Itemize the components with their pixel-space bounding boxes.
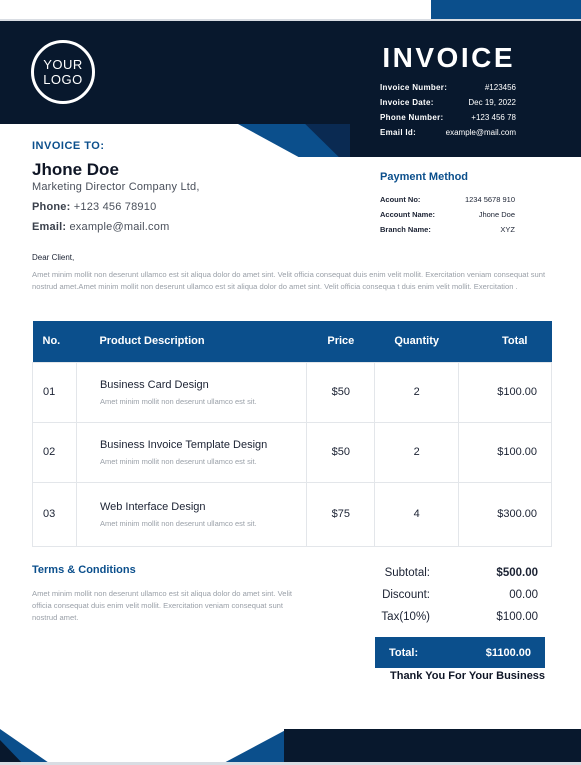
intro-text: Amet minim mollit non deserunt ullamco est sit aliqua dolor do amet sint. Velit officia consequat duis enim velit mollit. Exercitation veniam consequat sunt nostrud amet.Amet minim mollit non deserunt ullamco est sit aliqua dolor do amet sint. Velit officia consequa t duis enim velit mollit. Exercitation . xyxy=(32,270,546,291)
account-name-value: Jhone Doe xyxy=(478,210,515,219)
discount-row xyxy=(368,584,538,606)
account-no-value: 1234 5678 910 xyxy=(464,195,515,204)
items-table xyxy=(32,321,552,547)
subtotal-value: $500.00 xyxy=(496,567,538,579)
client-phone-label: Phone: xyxy=(32,201,71,213)
logo-line-1: YOUR xyxy=(43,57,83,72)
invoice-meta xyxy=(380,80,516,140)
row-description xyxy=(76,362,306,422)
tax-label: Tax(10%) xyxy=(381,611,430,623)
discount-label: Discount: xyxy=(382,589,430,601)
grand-total-bar xyxy=(375,637,545,668)
product-name: Web Interface Design xyxy=(99,500,206,513)
table-row xyxy=(33,482,552,546)
account-name-label: Account Name: xyxy=(380,210,436,219)
product-name: Business Card Design xyxy=(99,378,209,391)
invoice-date-label: Invoice Date: xyxy=(380,98,434,107)
row-price: $50 xyxy=(307,362,375,422)
client-phone xyxy=(32,201,156,213)
invoice-email-value: example@mail.com xyxy=(445,128,516,137)
logo-line-2: LOGO xyxy=(43,72,83,87)
subtotal-row xyxy=(368,562,538,584)
thank-you-note: Thank You For Your Business xyxy=(390,670,546,682)
client-name: Jhone Doe xyxy=(32,160,119,179)
row-no: 03 xyxy=(33,482,77,546)
grand-total-value: $1100.00 xyxy=(485,646,531,659)
row-total: $100.00 xyxy=(459,362,552,422)
invoice-date-value: Dec 19, 2022 xyxy=(468,98,516,107)
product-detail: Amet minim mollit non deserunt ullamco est sit. xyxy=(99,518,257,528)
invoice-number-value: #123456 xyxy=(484,83,516,92)
row-total: $100.00 xyxy=(459,422,552,482)
row-quantity: 2 xyxy=(375,422,459,482)
branch-label: Branch Name: xyxy=(380,225,431,234)
invoice-date-row xyxy=(380,95,516,110)
branch-value: XYZ xyxy=(500,225,515,234)
subtotal-label: Subtotal: xyxy=(384,567,430,579)
payment-method-heading: Payment Method xyxy=(380,171,469,183)
row-quantity: 4 xyxy=(375,482,459,546)
header-total: Total xyxy=(459,321,552,362)
header-quantity: Quantity xyxy=(375,321,459,362)
terms-heading: Terms & Conditions xyxy=(32,564,136,576)
items-header-row xyxy=(33,321,552,362)
client-email-value: example@mail.com xyxy=(69,221,170,233)
totals-summary xyxy=(368,562,538,628)
terms-text: Amet minim mollit non deserunt ullamco est sit aliqua dolor do amet sint. Velit officia consequat duis enim velit mollit. Exercitation veniam consequat sunt nostrud amet. xyxy=(32,589,292,622)
table-row xyxy=(33,362,552,422)
row-total: $300.00 xyxy=(459,482,552,546)
row-description xyxy=(76,422,306,482)
account-no-label: Acount No: xyxy=(380,195,421,204)
row-price: $75 xyxy=(307,482,375,546)
invoice-number-label: Invoice Number: xyxy=(380,83,448,92)
company-logo xyxy=(31,40,95,104)
product-detail: Amet minim mollit non deserunt ullamco est sit. xyxy=(99,456,257,466)
tax-value: $100.00 xyxy=(496,611,538,623)
branch-row xyxy=(380,222,515,237)
tax-row xyxy=(368,606,538,628)
invoice-email-row xyxy=(380,125,516,140)
client-email xyxy=(32,221,169,233)
account-name-row xyxy=(380,207,515,222)
client-email-label: Email: xyxy=(32,221,67,233)
top-accent-bar xyxy=(431,0,581,19)
discount-value: 00.00 xyxy=(509,589,538,601)
row-no: 01 xyxy=(33,362,77,422)
row-quantity: 2 xyxy=(375,362,459,422)
row-description xyxy=(76,482,306,546)
invoice-title: INVOICE xyxy=(382,42,515,73)
account-no-row xyxy=(380,192,515,207)
footer-band xyxy=(284,729,581,765)
client-company: Marketing Director Company Ltd, xyxy=(32,181,200,193)
client-phone-value: +123 456 78910 xyxy=(73,201,157,213)
header-description: Product Description xyxy=(76,321,306,362)
product-detail: Amet minim mollit non deserunt ullamco est sit. xyxy=(99,396,257,406)
table-row xyxy=(33,422,552,482)
payment-details xyxy=(380,192,515,237)
product-name: Business Invoice Template Design xyxy=(99,438,268,451)
invoice-number-row xyxy=(380,80,516,95)
header-price: Price xyxy=(307,321,375,362)
header-no: No. xyxy=(33,321,77,362)
invoice-email-label: Email Id: xyxy=(380,128,417,137)
grand-total-label: Total: xyxy=(389,646,419,659)
invoice-phone-value: +123 456 78 xyxy=(471,113,516,122)
row-no: 02 xyxy=(33,422,77,482)
greeting: Dear Client, xyxy=(32,253,75,262)
invoice-to-heading: INVOICE TO: xyxy=(32,140,105,152)
row-price: $50 xyxy=(307,422,375,482)
invoice-phone-row xyxy=(380,110,516,125)
invoice-phone-label: Phone Number: xyxy=(380,113,444,122)
